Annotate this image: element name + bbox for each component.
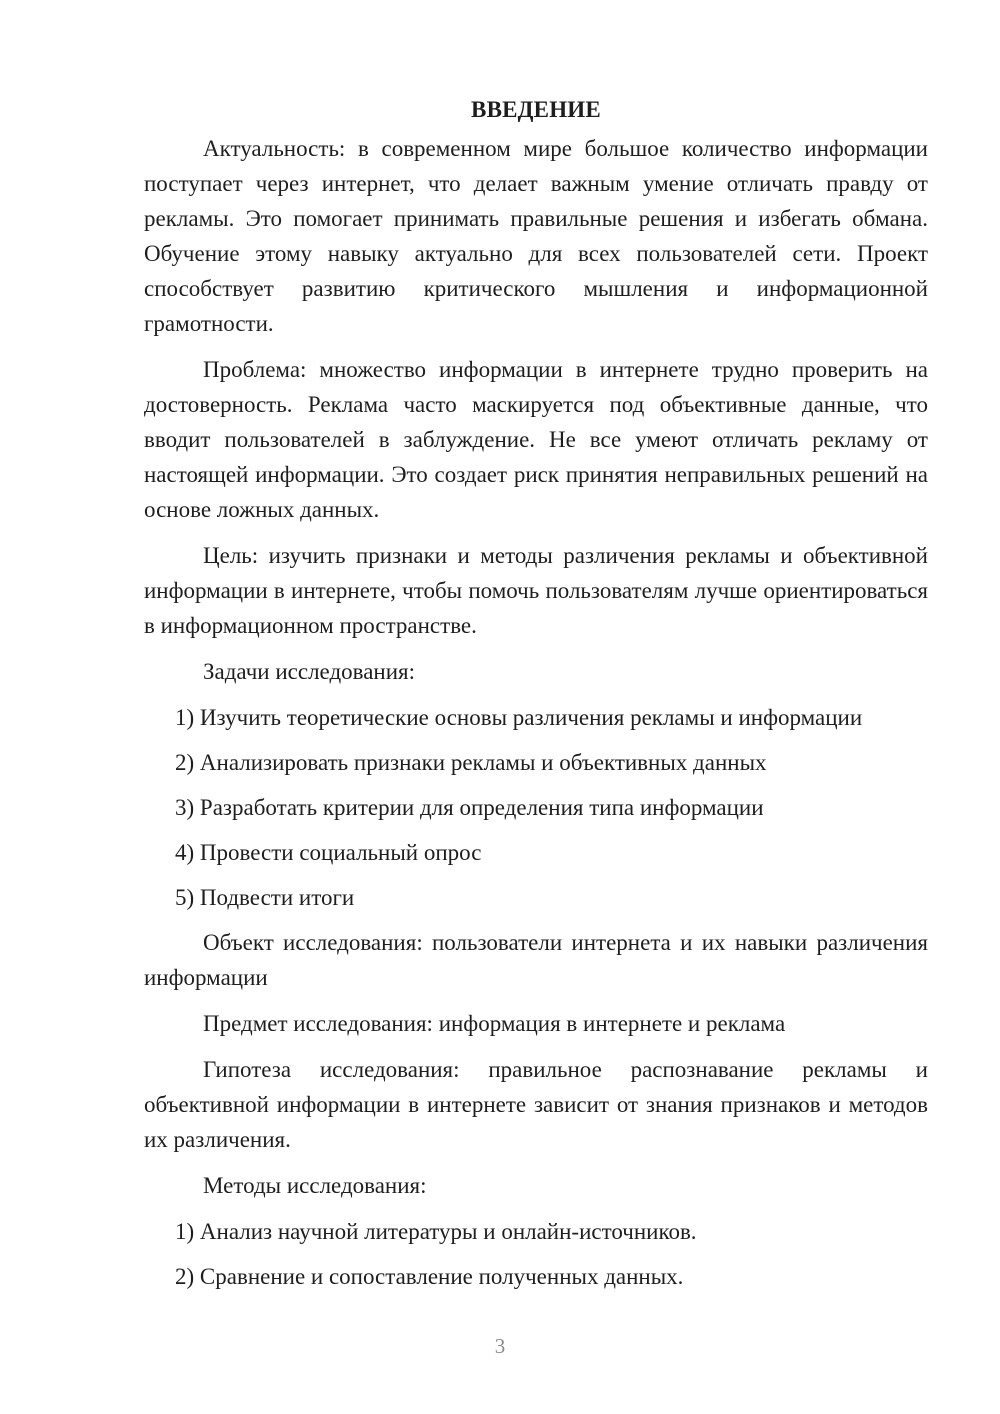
methods-heading: Методы исследования: — [203, 1173, 427, 1198]
methods-list — [144, 1214, 928, 1294]
list-item: 3) Разработать критерии для определения типа информации — [175, 795, 764, 820]
tasks-list — [144, 700, 928, 915]
list-item: 4) Провести социальный опрос — [175, 840, 482, 865]
list-item: 2) Анализировать признаки рекламы и объективных данных — [175, 750, 767, 775]
problem-paragraph: Проблема: множество информации в интернете трудно проверить на достоверность. Реклама часто маскируется под объективные данные, что вводит пользователей в заблуждение. Не все умеют отличать рекламу от настоящей информации. Это создает риск принятия неправильных решений на основе ложных данных. — [144, 357, 928, 522]
object-paragraph: Объект исследования: пользователи интернета и их навыки различения информации — [144, 930, 928, 990]
subject-paragraph: Предмет исследования: информация в интернете и реклама — [203, 1011, 786, 1036]
list-item: 1) Анализ научной литературы и онлайн-источников. — [175, 1219, 697, 1244]
tasks-heading: Задачи исследования: — [203, 659, 416, 684]
hypothesis-paragraph: Гипотеза исследования: правильное распознавание рекламы и объективной информации в интернете зависит от знания признаков и методов их различения. — [144, 1057, 928, 1152]
goal-paragraph: Цель: изучить признаки и методы различения рекламы и объективной информации в интернете, чтобы помочь пользователям лучше ориентироваться в информационном пространстве. — [144, 543, 928, 638]
list-item: 5) Подвести итоги — [175, 885, 355, 910]
page-number: 3 — [494, 1334, 506, 1358]
list-item: 1) Изучить теоретические основы различения рекламы и информации — [175, 705, 863, 730]
relevance-paragraph: Актуальность: в современном мире большое количество информации поступает через интернет, что делает важным умение отличать правду от рекламы. Это помогает принимать правильные решения и избегать обмана. Обучение этому навыку актуально для всех пользователей сети. Проект способствует развитию критического мышления и информационной грамотности. — [144, 136, 928, 336]
page-title: ВВЕДЕНИЕ — [471, 97, 601, 122]
list-item: 2) Сравнение и сопоставление полученных данных. — [175, 1264, 684, 1289]
document-page — [144, 92, 928, 1304]
